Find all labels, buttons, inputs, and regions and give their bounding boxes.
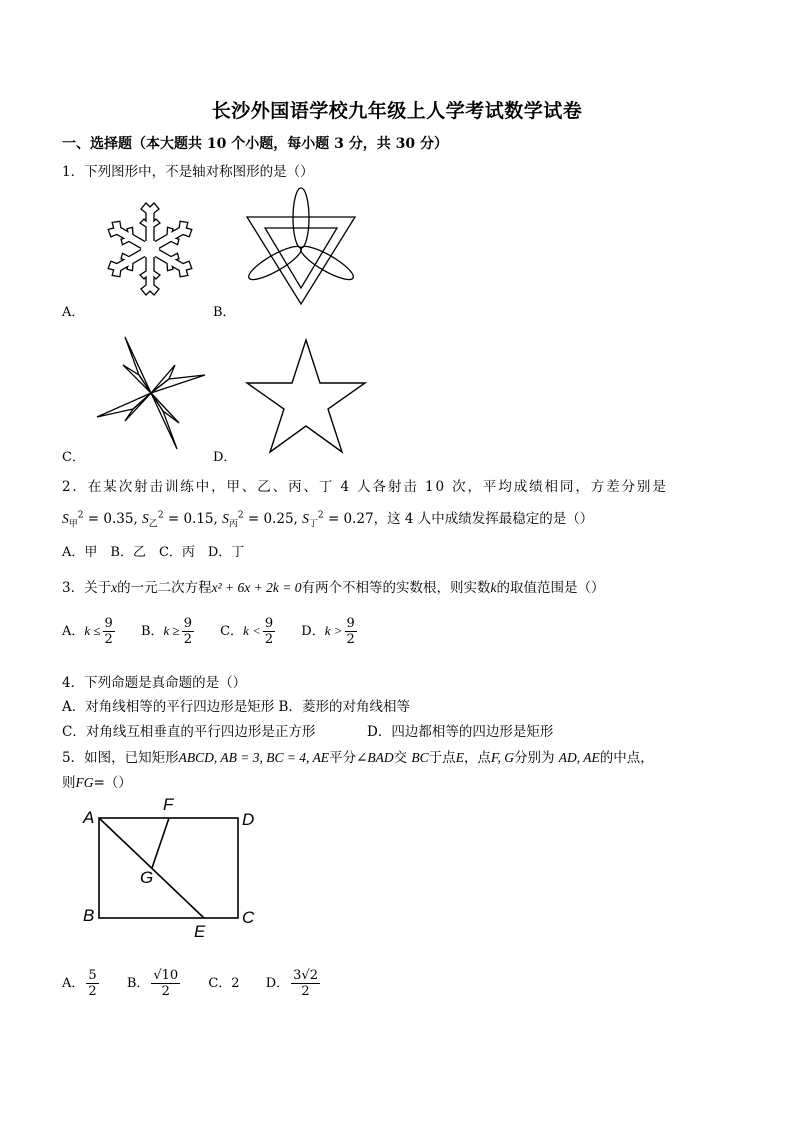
q2-s-ding: = 0.27: [327, 511, 374, 527]
q3-equation: x² + 6x + 2k = 0: [211, 580, 302, 595]
label-b: B: [83, 906, 95, 925]
section-heading: 一、选择题（本大题共 10 个小题，每小题 3 分，共 30 分）: [62, 136, 448, 152]
q5-line2: 则FG=（）: [62, 775, 132, 791]
pinwheel-figure: [95, 335, 207, 451]
label-a: A: [83, 808, 95, 827]
q3-options: A．k ≤ $\frac{9}{2}$ B．k ≥ $\frac{9}{2}$ C．k < $\frac{9}{2}$ D．k > $\frac{9}{2}$: [62, 616, 355, 647]
q2-s-bing: = 0.25,: [247, 511, 298, 527]
q2-stem: 2．在某次射击训练中，甲、乙、丙、丁 4 人各射击 10 次，平均成绩相同，方差分别是: [62, 479, 668, 495]
q1-option-b: B．: [213, 305, 236, 320]
q5-options: A． $\frac{5}{2}$ B． $\frac{√10}{2}$ C．2 D． $\frac{3√2}{2}$: [62, 968, 318, 999]
q2-sub-ding: 丁: [308, 519, 318, 530]
q2-s-jia: = 0.35,: [87, 511, 138, 527]
q2-tail: ，这 4 人中成绩发挥最稳定的是（）: [373, 511, 594, 527]
star-figure: [245, 338, 367, 454]
var-k: k: [490, 580, 497, 595]
q5-stem: 5．如图，已知矩形ABCD, AB = 3, BC = 4, AE平分∠BAD交 BC于点E，点F, G分别为 AD, AE的中点，: [62, 750, 654, 766]
label-c: C: [242, 908, 255, 927]
q1-option-d: D．: [213, 450, 237, 465]
q4-stem: 4．下列命题是真命题的是（）: [62, 675, 247, 691]
q4-option-d: D．四边都相等的四边形是矩形: [367, 724, 554, 740]
q1-option-c: C．: [62, 450, 85, 465]
label-f: F: [163, 795, 174, 814]
q1-stem: 1．下列图形中，不是轴对称图形的是（）: [62, 164, 314, 180]
var-x: x: [111, 580, 118, 595]
q4-line1: A．对角线相等的平行四边形是矩形 B．菱形的对角线相等: [62, 699, 410, 715]
q2-sub-yi: 乙: [148, 519, 158, 530]
label-e: E: [194, 922, 206, 941]
q1-option-a: A．: [62, 305, 85, 320]
q2-sub-bing: 丙: [228, 519, 238, 530]
q2-s-yi: = 0.15,: [167, 511, 218, 527]
q3-stem: 3．关于x的一元二次方程x² + 6x + 2k = 0有两个不相等的实数根，则实数k的取值范围是（）: [62, 580, 605, 596]
q2-sub-jia: 甲: [68, 519, 78, 530]
rectangle-figure: [80, 800, 260, 940]
q2-options: A．甲 B．乙 C．丙 D．丁: [62, 545, 245, 560]
label-g: G: [140, 868, 154, 887]
page-title: 长沙外国语学校九年级上人学考试数学试卷: [211, 100, 583, 122]
triangle-petals-figure: [245, 188, 357, 306]
label-d: D: [242, 810, 255, 829]
q4-option-c: C．对角线互相垂直的平行四边形是正方形: [62, 724, 316, 740]
snowflake-figure: [100, 196, 200, 302]
q2-variances: $S_甲^2 = 0.35$, $S_乙^2 = 0.15$, $S_丙^2 = 0.25$, $S_丁^2 = 0.27$，这 4 人中成绩发挥最稳定的是（）: [62, 510, 594, 530]
